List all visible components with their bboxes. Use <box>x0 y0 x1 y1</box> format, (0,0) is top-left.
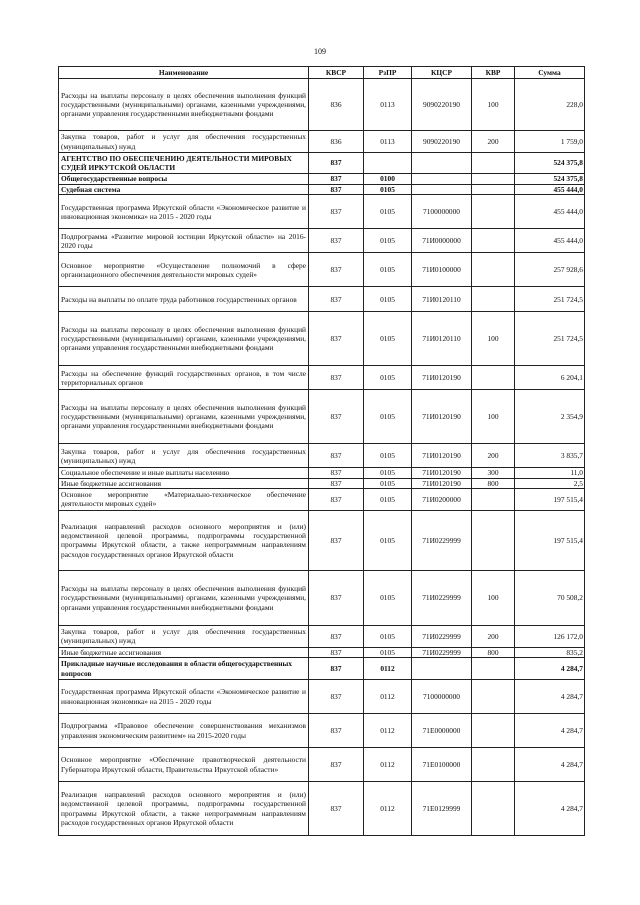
row-kcsr-cell: 71И0120190 <box>412 478 472 488</box>
row-name-cell: Расходы на выплаты персоналу в целях обеспечения выполнения функций государственными (муниципальными) органами, казенными учреждениями, органами управления государственными внебюджетными фондами <box>59 79 309 131</box>
row-kvsr-cell: 837 <box>309 658 364 680</box>
table-body <box>59 79 585 836</box>
row-name-cell: АГЕНТСТВО ПО ОБЕСПЕЧЕНИЮ ДЕЯТЕЛЬНОСТИ МИРОВЫХ СУДЕЙ ИРКУТСКОЙ ОБЛАСТИ <box>59 153 309 174</box>
row-name-cell: Прикладные научные исследования в области общегосударственных вопросов <box>59 658 309 680</box>
row-sum-cell: 251 724,5 <box>515 287 585 312</box>
table-row <box>59 570 585 625</box>
row-sum-cell: 455 444,0 <box>515 195 585 229</box>
row-rzpr-cell: 0112 <box>364 714 412 748</box>
row-name-cell: Основное мероприятие «Обеспечение правотворческой деятельности Губернатора Иркутской области, Правительства Иркутской области» <box>59 748 309 782</box>
row-rzpr-cell: 0112 <box>364 782 412 836</box>
column-header-kvr: КВР <box>472 67 515 79</box>
row-rzpr-cell: 0105 <box>364 510 412 570</box>
row-sum-cell: 126 172,0 <box>515 625 585 647</box>
table-row <box>59 468 585 478</box>
row-kvr-cell: 800 <box>472 478 515 488</box>
row-kvr-cell: 100 <box>472 570 515 625</box>
row-rzpr-cell: 0113 <box>364 79 412 131</box>
row-kvsr-cell: 837 <box>309 195 364 229</box>
row-kvr-cell <box>472 658 515 680</box>
table-row <box>59 488 585 510</box>
row-sum-cell: 228,0 <box>515 79 585 131</box>
row-kvsr-cell: 837 <box>309 229 364 253</box>
row-sum-cell: 835,2 <box>515 647 585 657</box>
row-sum-cell: 6 204,1 <box>515 366 585 390</box>
row-kcsr-cell: 7100000000 <box>412 195 472 229</box>
row-name-cell: Реализация направлений расходов основного мероприятия и (или) ведомственной целевой программы, подпрограммы государственной программы Иркутской области, а также непрограммным направлениям расходов государственных органов Иркутской области <box>59 782 309 836</box>
row-kvr-cell: 200 <box>472 625 515 647</box>
table-row <box>59 229 585 253</box>
row-rzpr-cell: 0105 <box>364 478 412 488</box>
row-name-cell: Социальное обеспечение и иные выплаты населению <box>59 468 309 478</box>
row-kvr-cell <box>472 185 515 195</box>
row-rzpr-cell: 0105 <box>364 570 412 625</box>
row-kvsr-cell: 837 <box>309 468 364 478</box>
row-kcsr-cell: 71И0229999 <box>412 510 472 570</box>
row-kvsr-cell: 837 <box>309 647 364 657</box>
row-rzpr-cell: 0105 <box>364 488 412 510</box>
row-rzpr-cell <box>364 153 412 174</box>
row-name-cell: Закупка товаров, работ и услуг для обеспечения государственных (муниципальных) нужд <box>59 625 309 647</box>
row-sum-cell: 197 515,4 <box>515 510 585 570</box>
row-kvsr-cell: 837 <box>309 366 364 390</box>
row-kvsr-cell: 837 <box>309 174 364 185</box>
row-name-cell: Расходы на выплаты персоналу в целях обеспечения выполнения функций государственными (муниципальными) органами, казенными учреждениями, органами управления государственными внебюджетными фондами <box>59 570 309 625</box>
row-kvr-cell: 300 <box>472 468 515 478</box>
table-row <box>59 185 585 195</box>
table-row <box>59 748 585 782</box>
row-kvsr-cell: 837 <box>309 312 364 366</box>
row-kvsr-cell: 836 <box>309 131 364 153</box>
row-kvr-cell <box>472 229 515 253</box>
row-name-cell: Подпрограмма «Развитие мировой юстиции Иркутской области» на 2016-2020 годы <box>59 229 309 253</box>
row-name-cell: Иные бюджетные ассигнования <box>59 478 309 488</box>
row-rzpr-cell: 0105 <box>364 195 412 229</box>
table-row <box>59 287 585 312</box>
row-rzpr-cell: 0105 <box>364 229 412 253</box>
row-kcsr-cell: 7100000000 <box>412 680 472 714</box>
row-kcsr-cell: 71И0120190 <box>412 366 472 390</box>
row-kcsr-cell <box>412 153 472 174</box>
row-sum-cell: 524 375,8 <box>515 174 585 185</box>
row-kvsr-cell: 837 <box>309 185 364 195</box>
row-kcsr-cell: 71И0120110 <box>412 312 472 366</box>
row-sum-cell: 1 759,0 <box>515 131 585 153</box>
row-kvsr-cell: 837 <box>309 390 364 444</box>
row-rzpr-cell: 0105 <box>364 625 412 647</box>
row-rzpr-cell: 0112 <box>364 680 412 714</box>
row-rzpr-cell: 0113 <box>364 131 412 153</box>
row-kvr-cell: 100 <box>472 312 515 366</box>
row-sum-cell: 455 444,0 <box>515 229 585 253</box>
table-row <box>59 253 585 287</box>
row-sum-cell: 257 928,6 <box>515 253 585 287</box>
row-sum-cell: 4 284,7 <box>515 782 585 836</box>
row-kvr-cell: 200 <box>472 131 515 153</box>
row-rzpr-cell: 0105 <box>364 647 412 657</box>
row-rzpr-cell: 0105 <box>364 312 412 366</box>
table-row <box>59 714 585 748</box>
row-name-cell: Основное мероприятие «Осуществление полномочий в сфере организационного обеспечения деятельности мировых судей» <box>59 253 309 287</box>
row-kvr-cell <box>472 782 515 836</box>
row-rzpr-cell: 0105 <box>364 287 412 312</box>
row-kcsr-cell: 71Е0100000 <box>412 748 472 782</box>
column-header-kvsr: КВСР <box>309 67 364 79</box>
row-rzpr-cell: 0105 <box>364 390 412 444</box>
table-row <box>59 510 585 570</box>
row-name-cell: Подпрограмма «Правовое обеспечение совершенствования механизмов управления экономическим развитием» на 2015-2020 годы <box>59 714 309 748</box>
row-kcsr-cell: 71И0120190 <box>412 468 472 478</box>
row-sum-cell: 4 284,7 <box>515 658 585 680</box>
row-kvr-cell <box>472 510 515 570</box>
row-name-cell: Расходы на выплаты персоналу в целях обеспечения выполнения функций государственными (муниципальными) органами, казенными учреждениями, органами управления государственными внебюджетными фондами <box>59 312 309 366</box>
table-row <box>59 444 585 468</box>
table-row <box>59 625 585 647</box>
table-header-row <box>59 67 585 79</box>
row-kvr-cell <box>472 748 515 782</box>
row-kcsr-cell: 71И0120190 <box>412 444 472 468</box>
row-sum-cell: 4 284,7 <box>515 680 585 714</box>
row-kvr-cell: 100 <box>472 79 515 131</box>
row-kvsr-cell: 837 <box>309 570 364 625</box>
row-name-cell: Иные бюджетные ассигнования <box>59 647 309 657</box>
row-rzpr-cell: 0105 <box>364 468 412 478</box>
row-kvsr-cell: 836 <box>309 79 364 131</box>
row-kcsr-cell <box>412 658 472 680</box>
row-name-cell: Государственная программа Иркутской области «Экономическое развитие и инновационная экономика» на 2015 - 2020 годы <box>59 195 309 229</box>
row-kcsr-cell: 71И0229999 <box>412 570 472 625</box>
row-kvsr-cell: 837 <box>309 680 364 714</box>
row-kcsr-cell: 71И0229999 <box>412 647 472 657</box>
row-name-cell: Основное мероприятие «Материально-техническое обеспечение деятельности мировых судей» <box>59 488 309 510</box>
row-kvsr-cell: 837 <box>309 488 364 510</box>
row-kvr-cell <box>472 253 515 287</box>
column-header-kcsr: КЦСР <box>412 67 472 79</box>
row-kvr-cell <box>472 174 515 185</box>
row-sum-cell: 4 284,7 <box>515 714 585 748</box>
table-row <box>59 680 585 714</box>
row-kvr-cell: 800 <box>472 647 515 657</box>
row-kvr-cell: 100 <box>472 390 515 444</box>
table-row <box>59 153 585 174</box>
table-row <box>59 390 585 444</box>
row-kvr-cell <box>472 714 515 748</box>
row-kvsr-cell: 837 <box>309 444 364 468</box>
row-kvsr-cell: 837 <box>309 253 364 287</box>
column-header-rzpr: РзПР <box>364 67 412 79</box>
row-kcsr-cell: 9090220190 <box>412 131 472 153</box>
row-sum-cell: 3 835,7 <box>515 444 585 468</box>
row-sum-cell: 4 284,7 <box>515 748 585 782</box>
row-sum-cell: 197 515,4 <box>515 488 585 510</box>
table-row <box>59 131 585 153</box>
row-kcsr-cell: 71И0120110 <box>412 287 472 312</box>
table-row <box>59 195 585 229</box>
row-sum-cell: 70 508,2 <box>515 570 585 625</box>
row-kvsr-cell: 837 <box>309 748 364 782</box>
row-name-cell: Закупка товаров, работ и услуг для обеспечения государственных (муниципальных) нужд <box>59 444 309 468</box>
row-rzpr-cell: 0112 <box>364 658 412 680</box>
row-name-cell: Расходы на выплаты персоналу в целях обеспечения выполнения функций государственными (муниципальными) органами, казенными учреждениями, органами управления государственными внебюджетными фондами <box>59 390 309 444</box>
row-name-cell: Общегосударственные вопросы <box>59 174 309 185</box>
row-kvr-cell <box>472 195 515 229</box>
row-sum-cell: 524 375,8 <box>515 153 585 174</box>
row-kcsr-cell: 71И0120190 <box>412 390 472 444</box>
row-kvr-cell <box>472 287 515 312</box>
row-kvsr-cell: 837 <box>309 782 364 836</box>
row-kcsr-cell <box>412 185 472 195</box>
table-row <box>59 782 585 836</box>
table-row <box>59 478 585 488</box>
row-kcsr-cell: 71Е0129999 <box>412 782 472 836</box>
row-rzpr-cell: 0100 <box>364 174 412 185</box>
row-kcsr-cell: 71И0000000 <box>412 229 472 253</box>
row-kvsr-cell: 837 <box>309 625 364 647</box>
row-kcsr-cell <box>412 174 472 185</box>
row-name-cell: Расходы на обеспечение функций государственных органов, в том числе территориальных органов <box>59 366 309 390</box>
column-header-name: Наименование <box>59 67 309 79</box>
row-kvr-cell <box>472 488 515 510</box>
row-rzpr-cell: 0105 <box>364 366 412 390</box>
row-name-cell: Реализация направлений расходов основного мероприятия и (или) ведомственной целевой программы, подпрограммы государственной программы Иркутской области, а также непрограммным направлениям расходов государственных органов Иркутской области <box>59 510 309 570</box>
table-row <box>59 658 585 680</box>
row-sum-cell: 2 354,9 <box>515 390 585 444</box>
row-kcsr-cell: 71И0229999 <box>412 625 472 647</box>
table-row <box>59 174 585 185</box>
row-kvsr-cell: 837 <box>309 287 364 312</box>
column-header-sum: Сумма <box>515 67 585 79</box>
row-name-cell: Закупка товаров, работ и услуг для обеспечения государственных (муниципальных) нужд <box>59 131 309 153</box>
row-rzpr-cell: 0112 <box>364 748 412 782</box>
row-name-cell: Расходы на выплаты по оплате труда работников государственных органов <box>59 287 309 312</box>
row-kvsr-cell: 837 <box>309 510 364 570</box>
row-sum-cell: 2,5 <box>515 478 585 488</box>
row-rzpr-cell: 0105 <box>364 185 412 195</box>
page-number: 109 <box>314 47 326 56</box>
row-name-cell: Судебная система <box>59 185 309 195</box>
row-name-cell: Государственная программа Иркутской области «Экономическое развитие и инновационная экономика» на 2015 - 2020 годы <box>59 680 309 714</box>
row-rzpr-cell: 0105 <box>364 444 412 468</box>
table-row <box>59 366 585 390</box>
row-sum-cell: 11,0 <box>515 468 585 478</box>
row-sum-cell: 251 724,5 <box>515 312 585 366</box>
row-kvsr-cell: 837 <box>309 714 364 748</box>
row-kcsr-cell: 9090220190 <box>412 79 472 131</box>
table-row <box>59 79 585 131</box>
row-kvr-cell: 200 <box>472 444 515 468</box>
row-kcsr-cell: 71И0100000 <box>412 253 472 287</box>
budget-table <box>58 66 585 836</box>
table-row <box>59 312 585 366</box>
row-kvr-cell <box>472 680 515 714</box>
table-row <box>59 647 585 657</box>
row-sum-cell: 455 444,0 <box>515 185 585 195</box>
row-kcsr-cell: 71И0200000 <box>412 488 472 510</box>
row-kvr-cell <box>472 153 515 174</box>
row-rzpr-cell: 0105 <box>364 253 412 287</box>
row-kvr-cell <box>472 366 515 390</box>
row-kcsr-cell: 71Е0000000 <box>412 714 472 748</box>
row-kvsr-cell: 837 <box>309 478 364 488</box>
row-kvsr-cell: 837 <box>309 153 364 174</box>
